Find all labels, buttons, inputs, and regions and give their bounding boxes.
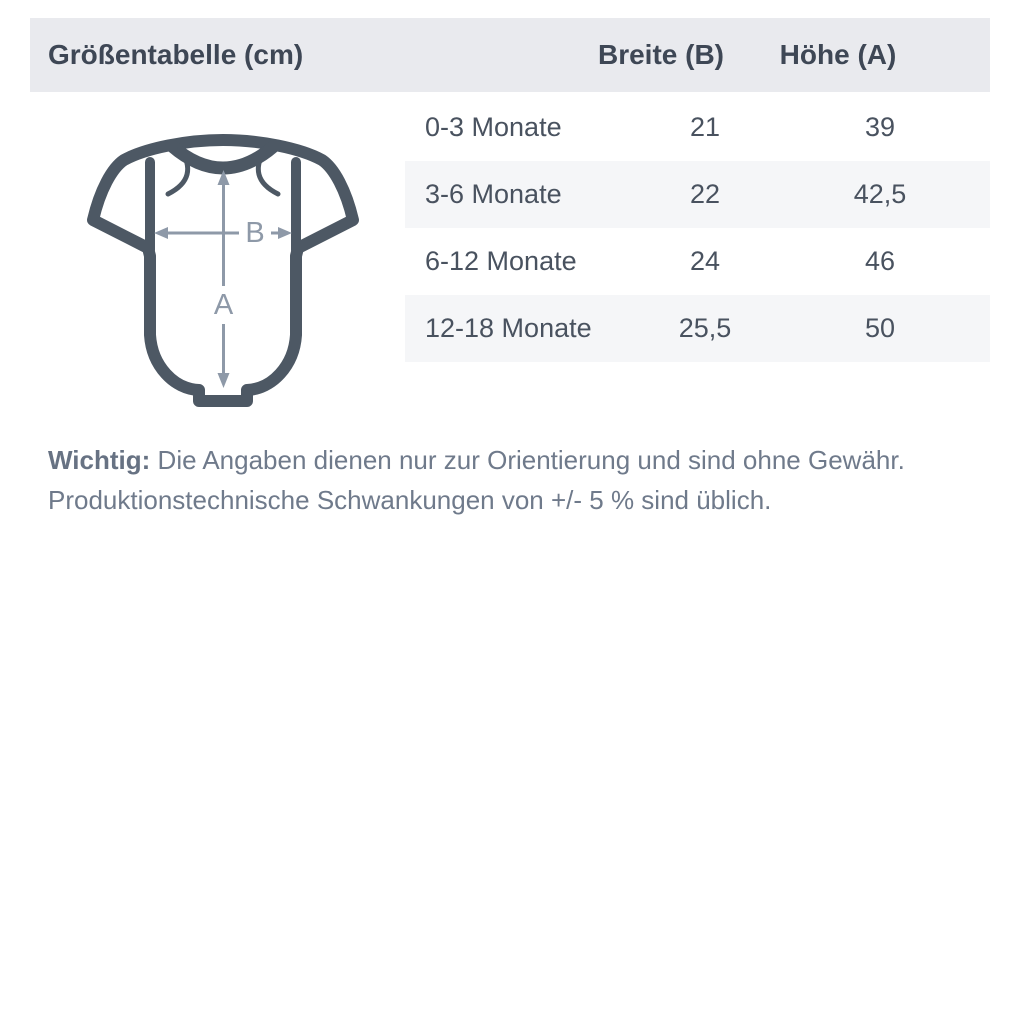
size-label: 12-18 Monate: [425, 313, 592, 343]
table-row: [405, 295, 990, 362]
breite-value: 25,5: [678, 313, 732, 343]
bodysuit-diagram: [84, 128, 364, 413]
disclaimer-line-2: Produktionstechnische Schwankungen von +/- 5 % sind üblich.: [48, 485, 772, 515]
height-label-a: A: [213, 289, 234, 321]
disclaimer-note: [48, 440, 978, 520]
disclaimer-line-1: [48, 440, 978, 480]
hoehe-value: 46: [864, 246, 896, 276]
size-table: [405, 94, 990, 362]
size-label: 0-3 Monate: [425, 112, 562, 142]
hoehe-value: 42,5: [853, 179, 907, 209]
hoehe-value: 39: [864, 112, 896, 142]
breite-value: 24: [689, 246, 721, 276]
table-row: [405, 228, 990, 295]
hoehe-value: 50: [864, 313, 896, 343]
disclaimer-line-1-text: Die Angaben dienen nur zur Orientierung und sind ohne Gewähr.: [150, 445, 905, 475]
width-label-b: B: [245, 217, 265, 249]
table-row: [405, 94, 990, 161]
breite-value: 21: [689, 112, 721, 142]
size-label: 3-6 Monate: [425, 179, 562, 209]
page-title: Größentabelle (cm): [48, 39, 304, 70]
breite-value: 22: [689, 179, 721, 209]
disclaimer-bold: Wichtig:: [48, 445, 151, 475]
column-header-hoehe: Höhe (A): [779, 39, 897, 70]
column-header-breite: Breite (B): [597, 39, 724, 70]
table-header-bar: [30, 18, 990, 92]
size-label: 6-12 Monate: [425, 246, 577, 276]
table-row: [405, 161, 990, 228]
